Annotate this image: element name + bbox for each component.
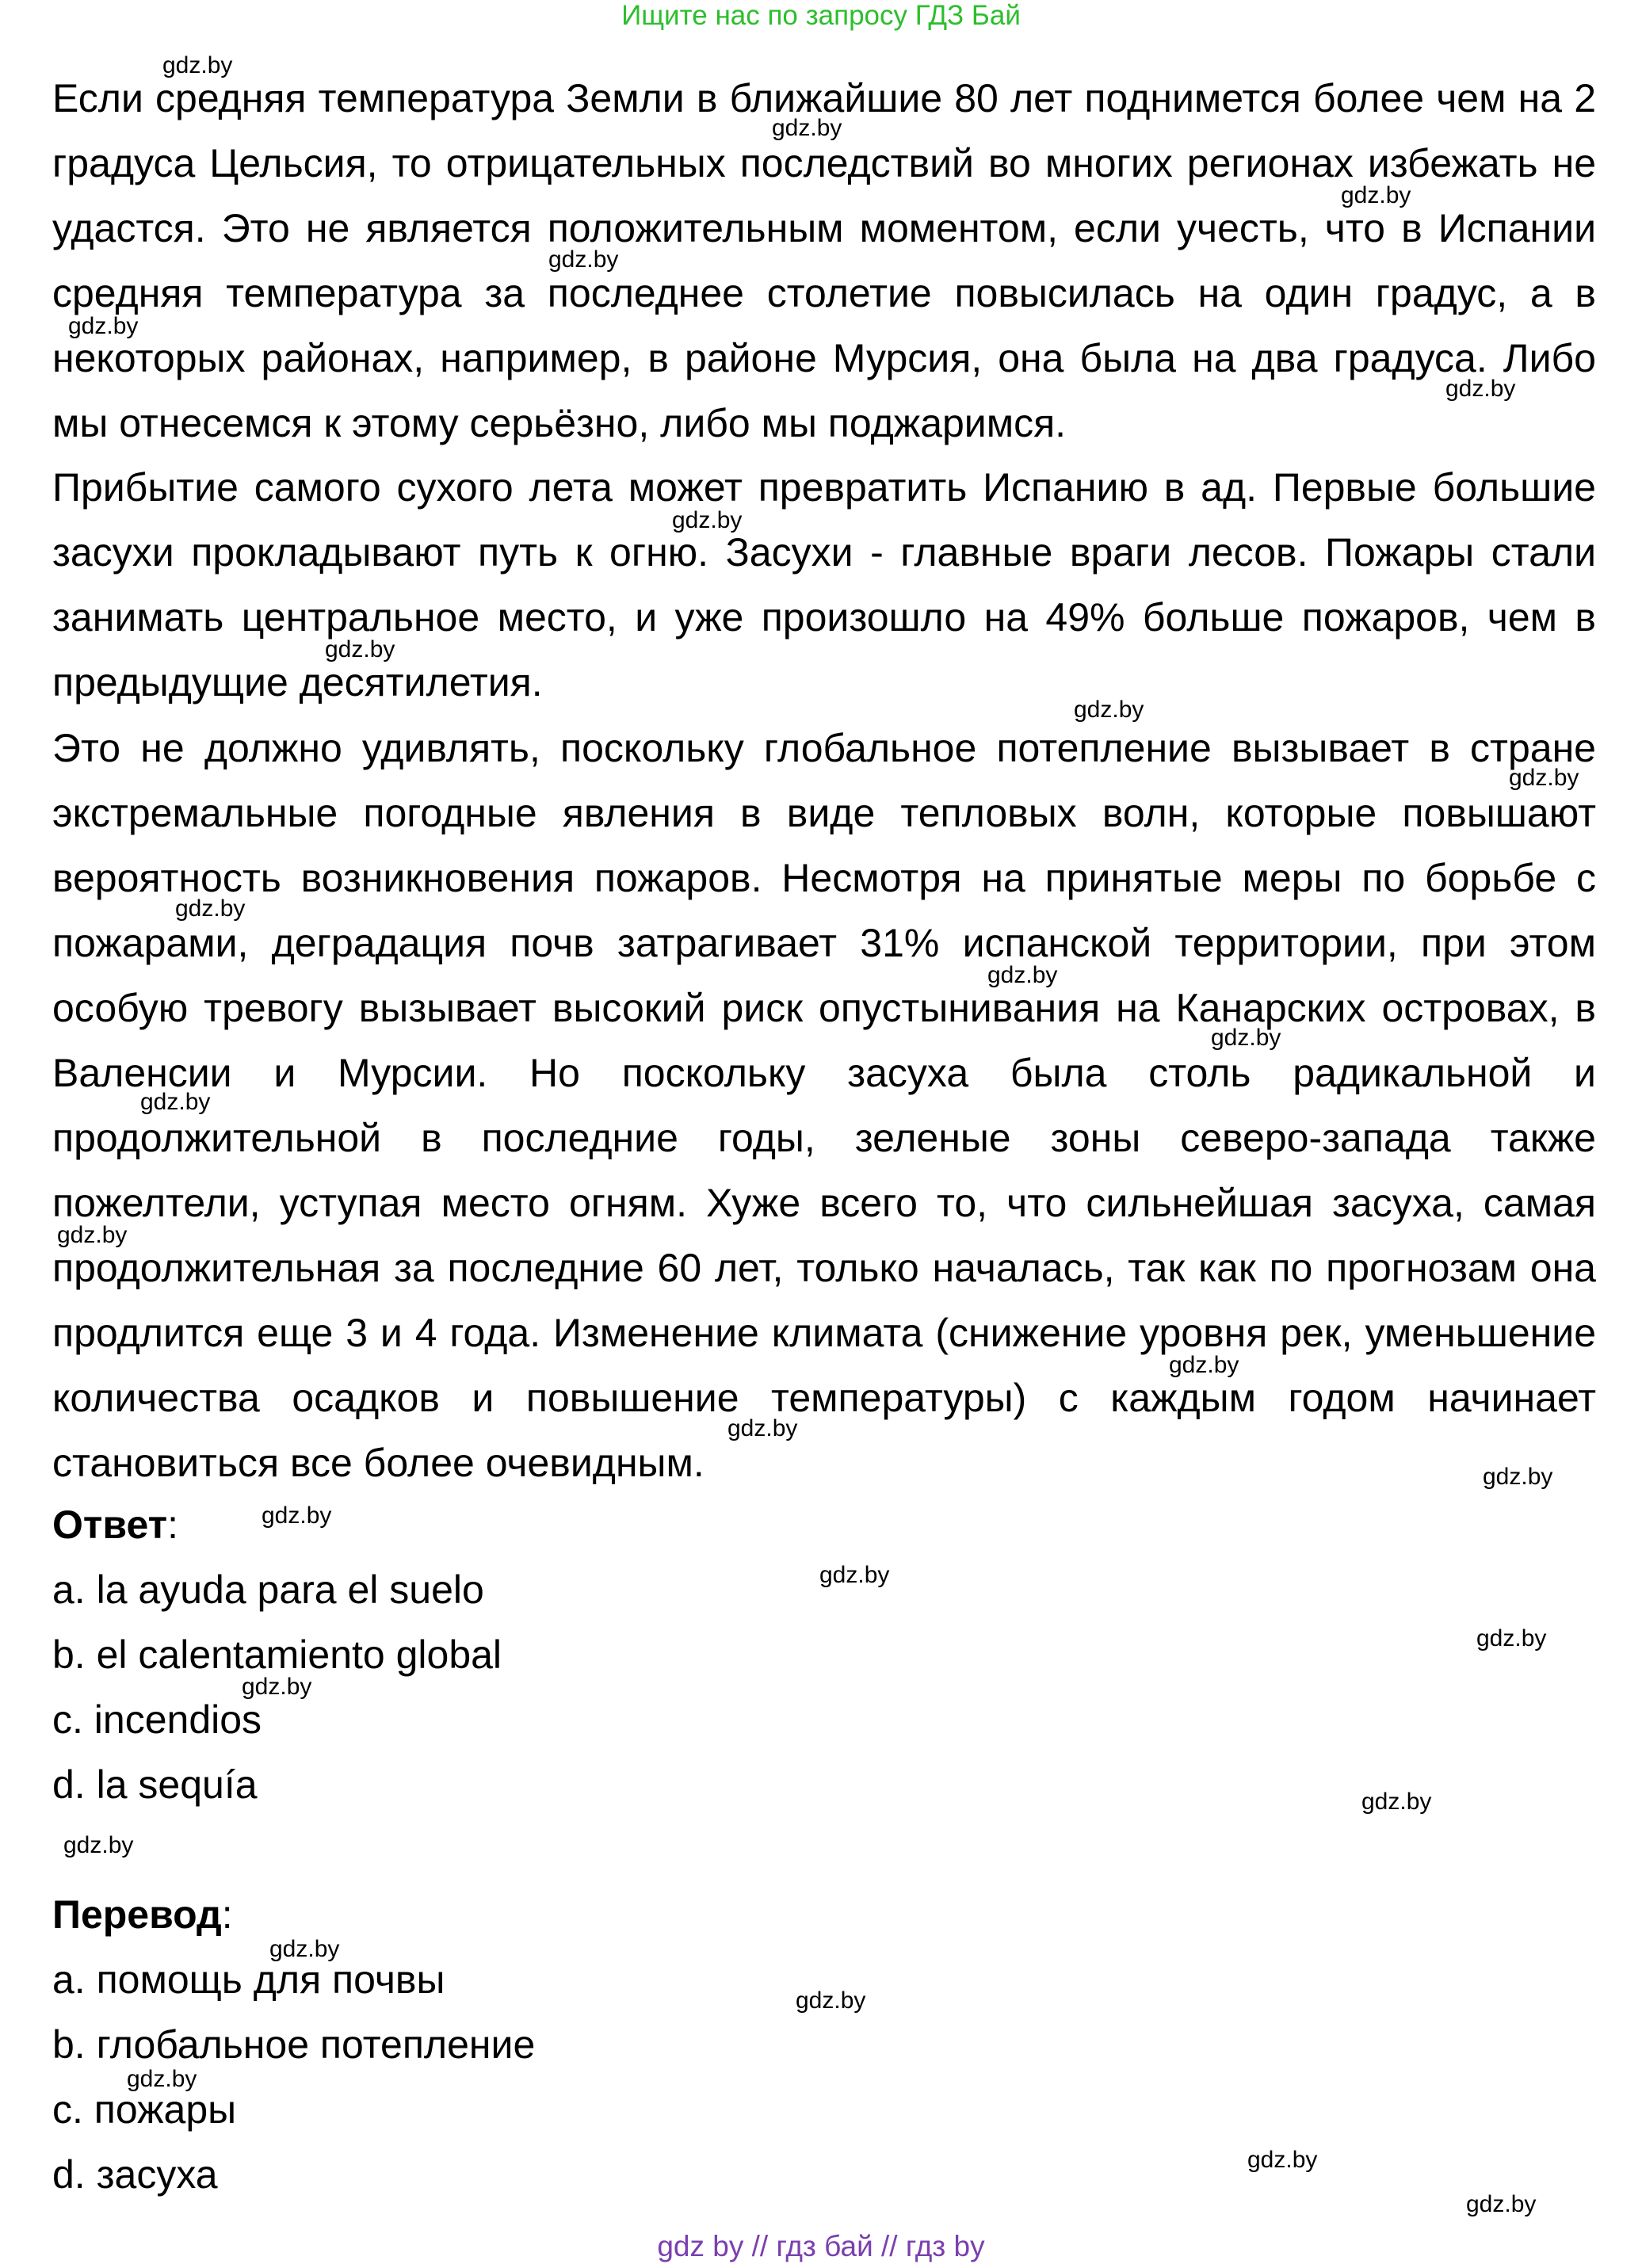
answer-item-c: c. incendios xyxy=(52,1697,262,1742)
watermark: gdz.by xyxy=(727,1415,798,1441)
watermark: gdz.by xyxy=(1361,1789,1432,1815)
answer-item-d: d. la sequía xyxy=(52,1762,258,1807)
translation-heading xyxy=(52,1882,233,1947)
translation-item-d: d. засуха xyxy=(52,2152,218,2197)
footer-links[interactable]: gdz by // гдз бай // гдз by xyxy=(657,2230,985,2262)
answer-item-b: b. el calentamiento global xyxy=(52,1632,502,1677)
watermark: gdz.by xyxy=(1211,1025,1281,1051)
translation-item-c: c. пожары xyxy=(52,2087,237,2132)
watermark: gdz.by xyxy=(127,2066,197,2092)
header-search-link[interactable]: Ищите нас по запросу ГДЗ Бай xyxy=(621,0,1021,31)
watermark: gdz.by xyxy=(1169,1352,1239,1378)
watermark: gdz.by xyxy=(987,962,1058,988)
watermark: gdz.by xyxy=(548,246,619,273)
watermark: gdz.by xyxy=(1074,697,1144,723)
text-paragraph-1: Если средняя температура Земли в ближайшие 80 лет поднимется более чем на 2 градуса Цельсия, то отрицательных последствий во многих регионах избежать не удастся. Это не является положительным моментом, если учесть, что в Испании средняя температура за последнее столетие повысилась на один градус, а в некоторых районах, например, в районе Мурсия, она была на два градуса. Либо мы отнесемся к этому серьёзно, либо мы поджаримся. xyxy=(52,76,1596,445)
translation-list xyxy=(52,1947,535,2207)
watermark: gdz.by xyxy=(1483,1464,1553,1490)
watermark: gdz.by xyxy=(1341,182,1411,208)
watermark: gdz.by xyxy=(1247,2147,1318,2173)
watermark: gdz.by xyxy=(63,1832,134,1858)
watermark: gdz.by xyxy=(796,1987,866,2014)
watermark: gdz.by xyxy=(162,52,233,78)
translation-item-b: b. глобальное потепление xyxy=(52,2022,536,2067)
watermark: gdz.by xyxy=(269,1936,340,1962)
watermark: gdz.by xyxy=(1445,376,1516,402)
text-paragraph-2: Прибытие самого сухого лета может превратить Испанию в ад. Первые большие засухи прокладывают путь к огню. Засухи - главные враги лесов. Пожары стали занимать центральное место, и уже произошло на 49% больше пожаров, чем в предыдущие десятилетия. xyxy=(52,465,1596,704)
watermark: gdz.by xyxy=(325,636,395,662)
watermark: gdz.by xyxy=(1509,765,1579,791)
watermark: gdz.by xyxy=(262,1502,332,1529)
watermark: gdz.by xyxy=(1466,2191,1537,2217)
text-paragraph-3: Это не должно удивлять, поскольку глобальное потепление вызывает в стране экстремальные погодные явления в виде тепловых волн, которые повышают вероятность возникновения пожаров. Несмотря на принятые меры по борьбе с пожарами, деградация почв затрагивает 31% испанской территории, при этом особую тревогу вызывает высокий риск опустынивания на Канарских островах, в Валенсии и Мурсии. Но поскольку засуха была столь радикальной и продолжительной в последние годы, зеленые зоны северо-запада также пожелтели, уступая место огням. Хуже всего то, что сильнейшая засуха, самая продолжительная за последние 60 лет, только началась, так как по прогнозам она продлится еще 3 и 4 года. Изменение климата (снижение уровня рек, уменьшение количества осадков и повышение температуры) с каждым годом начинает становиться все более очевидным. xyxy=(52,726,1596,1485)
translation-item-a: a. помощь для почвы xyxy=(52,1957,445,2002)
answer-item-a: a. la ayuda para el suelo xyxy=(52,1567,484,1612)
translation-label: Перевод xyxy=(52,1892,222,1937)
answer-label: Ответ xyxy=(52,1502,168,1547)
watermark: gdz.by xyxy=(772,115,842,141)
watermark: gdz.by xyxy=(1476,1625,1547,1651)
watermark: gdz.by xyxy=(819,1562,890,1588)
answer-heading xyxy=(52,1492,178,1557)
watermark: gdz.by xyxy=(242,1674,312,1700)
watermark: gdz.by xyxy=(140,1089,211,1115)
translation-colon: : xyxy=(221,1892,233,1937)
watermark: gdz.by xyxy=(175,895,246,922)
watermark: gdz.by xyxy=(57,1222,128,1248)
watermark: gdz.by xyxy=(672,507,743,533)
answer-colon: : xyxy=(167,1502,178,1547)
watermark: gdz.by xyxy=(68,313,139,339)
